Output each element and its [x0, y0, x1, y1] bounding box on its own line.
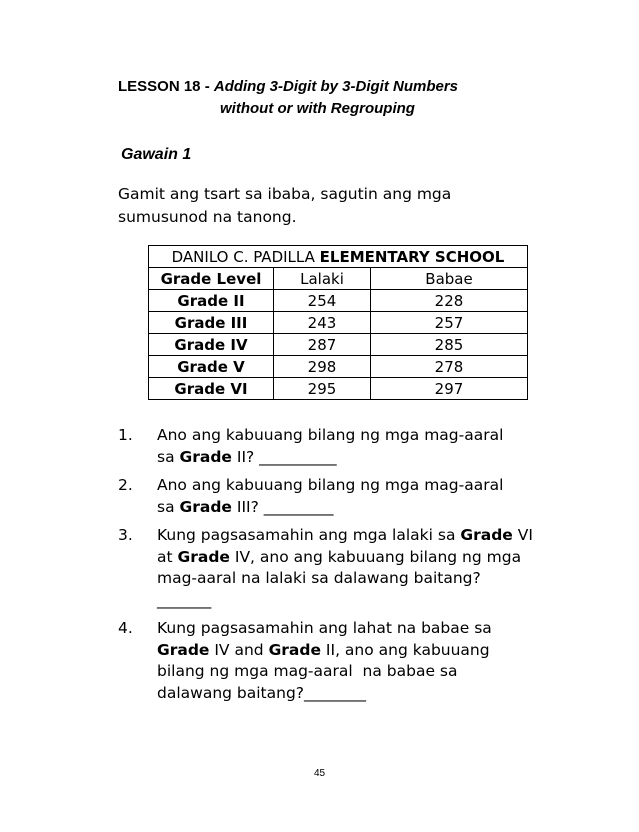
- babae-cell: 257: [371, 312, 528, 334]
- lalaki-cell: 254: [274, 290, 371, 312]
- grade-cell: Grade IV: [149, 334, 274, 356]
- grade-keyword: Grade: [460, 526, 513, 544]
- grade-keyword: Grade: [177, 547, 230, 566]
- question-item: [118, 618, 568, 704]
- activity-title: Gawain 1: [121, 146, 192, 163]
- question-line: [157, 568, 568, 590]
- grade-cell: Grade V: [149, 356, 274, 378]
- question-segment: sa: [157, 447, 180, 466]
- question-line: [157, 475, 568, 497]
- question-number: 4.: [118, 619, 133, 637]
- question-item: [118, 475, 568, 518]
- grade-cell: Grade II: [149, 290, 274, 312]
- question-text: [157, 525, 568, 611]
- table-row: [149, 312, 528, 334]
- table-header-row: [149, 268, 528, 290]
- question-segment: Ano ang kabuuang bilang ng mga mag-aaral: [157, 426, 504, 444]
- school-name: DANILO C. PADILLA: [171, 247, 315, 266]
- table-row: [149, 378, 528, 400]
- lalaki-cell: 298: [274, 356, 371, 378]
- lesson-title-line1: Adding 3-Digit by 3-Digit Numbers: [213, 78, 459, 95]
- question-line: [157, 497, 568, 519]
- question-item: [118, 525, 568, 611]
- question-segment: dalawang baitang?________: [157, 683, 367, 702]
- question-number: 3.: [118, 526, 133, 544]
- grade-cell: Grade VI: [149, 378, 274, 400]
- table-row: [149, 356, 528, 378]
- question-text: [157, 618, 568, 704]
- question-segment: Ano ang kabuuang bilang ng mga mag-aaral: [157, 476, 504, 494]
- question-segment: Kung pagsasamahin ang mga lalaki sa: [157, 526, 461, 544]
- table-title-row: [149, 246, 528, 268]
- question-segment: VI: [512, 526, 533, 544]
- page-number: 45: [313, 768, 326, 779]
- lalaki-cell: 243: [274, 312, 371, 334]
- school-type: ELEMENTARY SCHOOL: [319, 247, 505, 266]
- header-grade-level: Grade Level: [149, 268, 274, 290]
- instructions: [118, 183, 538, 229]
- instructions-line: Gamit ang tsart sa ibaba, sagutin ang mga: [118, 185, 452, 203]
- question-text: [157, 475, 568, 518]
- instructions-line: sumusunod na tanong.: [118, 208, 297, 226]
- question-text: [157, 425, 568, 468]
- question-line: [157, 683, 568, 705]
- grade-keyword: Grade: [179, 447, 232, 466]
- header-lalaki: Lalaki: [274, 268, 371, 290]
- question-line: [157, 447, 568, 469]
- question-item: [118, 425, 568, 468]
- grade-keyword: Grade: [268, 640, 321, 659]
- header-babae: Babae: [371, 268, 528, 290]
- question-segment: II? __________: [231, 447, 337, 466]
- table-row: [149, 290, 528, 312]
- lalaki-cell: 287: [274, 334, 371, 356]
- question-line: [157, 425, 568, 447]
- question-line: [157, 525, 568, 547]
- grade-cell: Grade III: [149, 312, 274, 334]
- question-line: [157, 661, 568, 683]
- question-segment: at: [157, 547, 178, 566]
- question-segment: _______: [157, 590, 212, 609]
- question-segment: bilang ng mga mag-aaral na babae sa: [157, 662, 458, 680]
- question-segment: II, ano ang kabuuang: [321, 640, 490, 659]
- grade-keyword: Grade: [179, 497, 232, 516]
- babae-cell: 297: [371, 378, 528, 400]
- question-segment: sa: [157, 497, 180, 516]
- lesson-label: LESSON 18 -: [118, 78, 214, 95]
- babae-cell: 285: [371, 334, 528, 356]
- question-number: 2.: [118, 476, 133, 494]
- question-segment: III? _________: [231, 497, 334, 516]
- question-list: [118, 425, 568, 711]
- grade-keyword: Grade: [157, 640, 210, 659]
- question-segment: IV, ano ang kabuuang bilang ng mga: [229, 547, 522, 566]
- lalaki-cell: 295: [274, 378, 371, 400]
- babae-cell: 228: [371, 290, 528, 312]
- question-segment: IV and: [209, 640, 269, 659]
- school-name-cell: [149, 246, 528, 268]
- lesson-heading: [118, 76, 518, 120]
- question-line: [157, 640, 568, 662]
- question-line: [157, 618, 568, 640]
- question-segment: Kung pagsasamahin ang lahat na babae sa: [157, 619, 492, 637]
- table-row: [149, 334, 528, 356]
- enrollment-table: [148, 245, 528, 400]
- question-number: 1.: [118, 426, 133, 444]
- babae-cell: 278: [371, 356, 528, 378]
- question-line: [157, 547, 568, 569]
- question-segment: mag-aaral na lalaki sa dalawang baitang?: [157, 569, 481, 587]
- lesson-title-line2: without or with Regrouping: [220, 100, 415, 117]
- question-line: [157, 590, 568, 612]
